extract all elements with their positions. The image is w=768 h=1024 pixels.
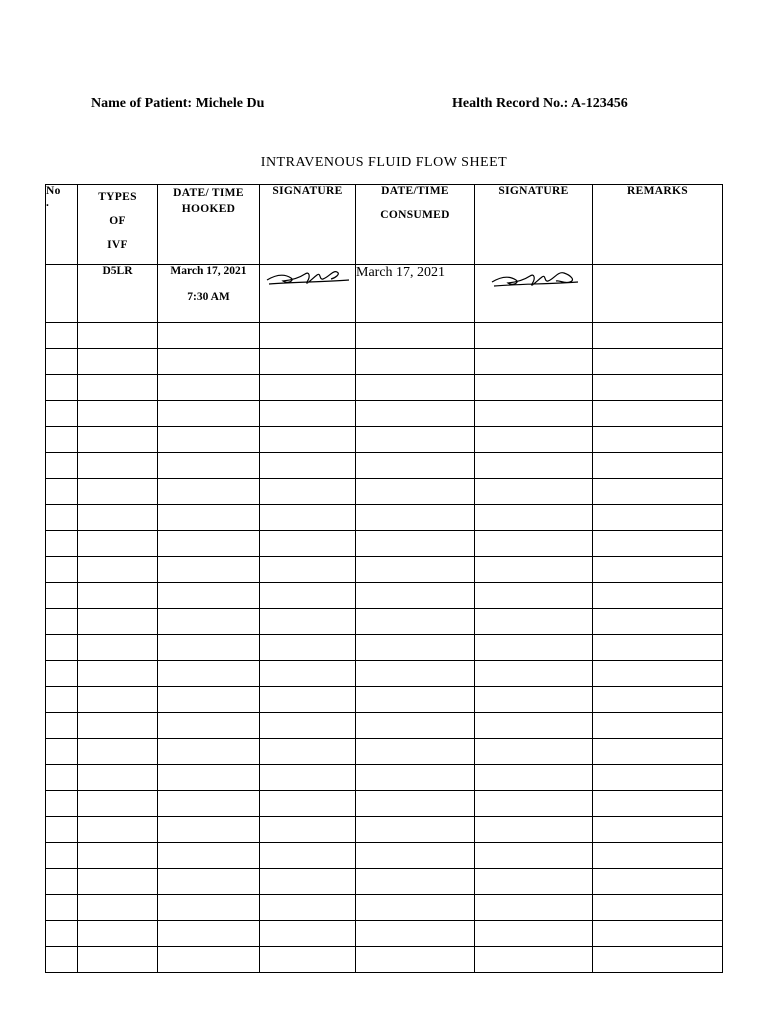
cell-hooked[interactable] [158,817,260,843]
cell-ivf-type[interactable] [78,583,158,609]
table-row [46,921,723,947]
cell-signature-2[interactable] [475,921,593,947]
cell-hooked[interactable] [158,557,260,583]
cell-consumed[interactable] [356,427,475,453]
cell-signature-2 [475,265,593,323]
cell-remarks [593,265,723,323]
cell-signature-1[interactable] [260,349,356,375]
cell-no[interactable] [46,427,78,453]
cell-ivf-type[interactable] [78,479,158,505]
cell-hooked[interactable] [158,713,260,739]
table-row [46,947,723,973]
cell-hooked[interactable] [158,323,260,349]
cell-remarks[interactable] [593,375,723,401]
cell-signature-1[interactable] [260,739,356,765]
cell-remarks[interactable] [593,323,723,349]
cell-signature-2[interactable] [475,583,593,609]
cell-remarks[interactable] [593,895,723,921]
cell-remarks[interactable] [593,401,723,427]
header-consumed-line2: CONSUMED [380,209,450,221]
cell-no[interactable] [46,401,78,427]
cell-no[interactable] [46,635,78,661]
cell-no[interactable] [46,947,78,973]
table-row [46,531,723,557]
cell-signature-1[interactable] [260,375,356,401]
cell-signature-2[interactable] [475,739,593,765]
cell-no[interactable] [46,869,78,895]
cell-consumed[interactable] [356,791,475,817]
cell-remarks[interactable] [593,687,723,713]
cell-consumed[interactable] [356,765,475,791]
cell-no[interactable] [46,921,78,947]
cell-consumed[interactable] [356,687,475,713]
cell-signature-1[interactable] [260,479,356,505]
header-date-time-consumed [356,185,475,265]
cell-consumed[interactable] [356,375,475,401]
header-types-line3: IVF [107,239,128,251]
cell-ivf-type[interactable] [78,765,158,791]
cell-hooked[interactable] [158,765,260,791]
table-row [46,765,723,791]
cell-no[interactable] [46,323,78,349]
cell-signature-2[interactable] [475,349,593,375]
cell-consumed[interactable] [356,921,475,947]
cell-no[interactable] [46,479,78,505]
header-consumed-line1: DATE/TIME [381,185,449,197]
cell-signature-2[interactable] [475,765,593,791]
header-remarks-label: REMARKS [627,185,688,197]
cell-signature-1[interactable] [260,661,356,687]
cell-no[interactable] [46,349,78,375]
cell-consumed[interactable] [356,843,475,869]
signature-image-2 [486,266,582,294]
cell-no[interactable] [46,843,78,869]
cell-ivf-type[interactable] [78,375,158,401]
cell-ivf-type[interactable] [78,635,158,661]
table-row [46,583,723,609]
cell-no[interactable] [46,375,78,401]
cell-ivf-type[interactable] [78,713,158,739]
cell-no[interactable] [46,791,78,817]
cell-signature-2[interactable] [475,947,593,973]
cell-consumed[interactable] [356,531,475,557]
cell-hooked[interactable] [158,791,260,817]
cell-consumed[interactable] [356,895,475,921]
cell-no[interactable] [46,583,78,609]
signature-image-1 [263,266,353,290]
cell-ivf-type: D5LR [78,265,158,323]
cell-consumed[interactable] [356,661,475,687]
cell-remarks[interactable] [593,505,723,531]
cell-hooked[interactable] [158,739,260,765]
cell-consumed[interactable] [356,947,475,973]
cell-no[interactable] [46,895,78,921]
cell-consumed[interactable] [356,401,475,427]
cell-consumed[interactable] [356,583,475,609]
patient-name-label: Name of Patient: [91,96,193,111]
cell-signature-2[interactable] [475,505,593,531]
cell-hooked[interactable] [158,531,260,557]
sheet-title: INTRAVENOUS FLUID FLOW SHEET [260,155,508,170]
cell-no[interactable] [46,531,78,557]
cell-ivf-type[interactable] [78,895,158,921]
cell-signature-1[interactable] [260,843,356,869]
cell-remarks[interactable] [593,921,723,947]
table-row [46,687,723,713]
cell-no[interactable] [46,739,78,765]
cell-signature-2[interactable] [475,427,593,453]
header-signature-2-label: SIGNATURE [498,185,569,197]
table-row [46,739,723,765]
cell-hooked[interactable] [158,895,260,921]
header-no-line2: . [46,197,50,209]
cell-ivf-type[interactable] [78,505,158,531]
cell-signature-2[interactable] [475,453,593,479]
cell-hooked [158,265,260,323]
cell-ivf-type[interactable] [78,557,158,583]
cell-ivf-type[interactable] [78,401,158,427]
cell-hooked[interactable] [158,583,260,609]
cell-signature-1[interactable] [260,427,356,453]
cell-signature-1[interactable] [260,557,356,583]
cell-ivf-type[interactable] [78,869,158,895]
table-row [46,453,723,479]
cell-no[interactable] [46,557,78,583]
cell-ivf-type[interactable] [78,921,158,947]
header-signature-1 [260,185,356,265]
cell-remarks[interactable] [593,947,723,973]
cell-remarks[interactable] [593,713,723,739]
cell-hooked[interactable] [158,687,260,713]
cell-ivf-type[interactable] [78,947,158,973]
cell-hooked[interactable] [158,453,260,479]
cell-remarks[interactable] [593,531,723,557]
cell-remarks[interactable] [593,453,723,479]
cell-ivf-type[interactable] [78,739,158,765]
table-row [46,895,723,921]
header-hooked-line1: DATE/ TIME [173,187,244,199]
cell-remarks[interactable] [593,635,723,661]
header-types-line1: TYPES [98,191,137,203]
cell-no[interactable] [46,661,78,687]
cell-signature-2[interactable] [475,817,593,843]
cell-remarks[interactable] [593,817,723,843]
cell-signature-1[interactable] [260,583,356,609]
cell-signature-1[interactable] [260,635,356,661]
cell-hooked[interactable] [158,479,260,505]
cell-no[interactable] [46,453,78,479]
cell-signature-1[interactable] [260,687,356,713]
header-signature-1-label: SIGNATURE [272,185,343,197]
cell-signature-1[interactable] [260,921,356,947]
cell-consumed: March 17, 2021 [356,265,475,323]
cell-signature-2[interactable] [475,661,593,687]
header-row [46,185,723,265]
cell-ivf-type[interactable] [78,687,158,713]
cell-consumed[interactable] [356,635,475,661]
cell-remarks[interactable] [593,661,723,687]
cell-remarks[interactable] [593,349,723,375]
table-row [46,635,723,661]
cell-remarks[interactable] [593,791,723,817]
cell-hooked[interactable] [158,947,260,973]
table-row [46,869,723,895]
cell-signature-2[interactable] [475,791,593,817]
cell-ivf-type[interactable] [78,427,158,453]
cell-signature-2[interactable] [475,609,593,635]
header-date-time-hooked [158,185,260,265]
cell-signature-1[interactable] [260,323,356,349]
cell-signature-1[interactable] [260,869,356,895]
cell-signature-2[interactable] [475,323,593,349]
cell-signature-1[interactable] [260,713,356,739]
cell-no[interactable] [46,765,78,791]
cell-consumed[interactable] [356,349,475,375]
cell-signature-2[interactable] [475,869,593,895]
header-hooked-line2: HOOKED [181,203,236,215]
cell-remarks[interactable] [593,869,723,895]
health-record-line [452,96,628,112]
cell-signature-1 [260,265,356,323]
cell-remarks[interactable] [593,427,723,453]
table-row [46,323,723,349]
table-row [46,713,723,739]
cell-no[interactable] [46,713,78,739]
table-row [46,479,723,505]
header-remarks [593,185,723,265]
cell-ivf-type[interactable] [78,817,158,843]
cell-no[interactable] [46,687,78,713]
header-types-line2: OF [109,215,126,227]
cell-ivf-type[interactable] [78,531,158,557]
cell-consumed[interactable] [356,557,475,583]
cell-hooked[interactable] [158,375,260,401]
cell-no[interactable] [46,817,78,843]
cell-signature-2[interactable] [475,479,593,505]
cell-no[interactable] [46,505,78,531]
cell-signature-1[interactable] [260,791,356,817]
cell-signature-1[interactable] [260,609,356,635]
header-signature-2 [475,185,593,265]
table-row [46,817,723,843]
cell-ivf-type[interactable] [78,323,158,349]
cell-remarks[interactable] [593,479,723,505]
cell-ivf-type[interactable] [78,843,158,869]
patient-name-value: Michele Du [195,96,265,111]
cell-signature-2[interactable] [475,401,593,427]
cell-hooked[interactable] [158,349,260,375]
cell-consumed[interactable] [356,479,475,505]
cell-signature-2[interactable] [475,843,593,869]
cell-remarks[interactable] [593,843,723,869]
cell-hooked[interactable] [158,635,260,661]
cell-consumed[interactable] [356,609,475,635]
table-row [46,265,723,323]
cell-remarks[interactable] [593,557,723,583]
cell-hooked[interactable] [158,427,260,453]
table-row [46,427,723,453]
cell-remarks[interactable] [593,739,723,765]
cell-signature-2[interactable] [475,895,593,921]
cell-no[interactable] [46,609,78,635]
cell-hooked[interactable] [158,869,260,895]
cell-signature-2[interactable] [475,713,593,739]
table-row [46,505,723,531]
cell-signature-1[interactable] [260,765,356,791]
hooked-date: March 17, 2021 [170,265,247,277]
cell-ivf-type[interactable] [78,791,158,817]
cell-hooked[interactable] [158,843,260,869]
header-no [46,185,78,265]
cell-signature-1[interactable] [260,401,356,427]
table-row [46,401,723,427]
cell-signature-1[interactable] [260,531,356,557]
cell-ivf-type[interactable] [78,661,158,687]
cell-consumed[interactable] [356,323,475,349]
cell-signature-2[interactable] [475,557,593,583]
cell-remarks[interactable] [593,583,723,609]
cell-hooked[interactable] [158,661,260,687]
cell-signature-2[interactable] [475,531,593,557]
table-row [46,375,723,401]
cell-hooked[interactable] [158,505,260,531]
cell-signature-2[interactable] [475,687,593,713]
table-row [46,843,723,869]
cell-ivf-type[interactable] [78,453,158,479]
cell-hooked[interactable] [158,921,260,947]
cell-consumed[interactable] [356,505,475,531]
cell-signature-1[interactable] [260,947,356,973]
iv-flow-table [45,184,723,973]
patient-name-line [91,96,264,112]
health-record-label: Health Record No.: [452,96,569,111]
cell-consumed[interactable] [356,739,475,765]
cell-consumed[interactable] [356,869,475,895]
cell-consumed[interactable] [356,713,475,739]
cell-signature-1[interactable] [260,453,356,479]
health-record-value: A-123456 [571,96,628,111]
header-no-line1: No [46,185,61,197]
hooked-time: 7:30 AM [187,291,230,303]
header-types-of-ivf [78,185,158,265]
cell-ivf-type[interactable] [78,609,158,635]
cell-signature-1[interactable] [260,505,356,531]
cell-hooked[interactable] [158,609,260,635]
cell-consumed[interactable] [356,817,475,843]
cell-ivf-type[interactable] [78,349,158,375]
cell-no [46,265,78,323]
table-row [46,661,723,687]
cell-signature-1[interactable] [260,817,356,843]
table-row [46,557,723,583]
cell-remarks[interactable] [593,609,723,635]
cell-signature-2[interactable] [475,635,593,661]
cell-signature-2[interactable] [475,375,593,401]
cell-consumed[interactable] [356,453,475,479]
cell-hooked[interactable] [158,401,260,427]
table-row [46,349,723,375]
table-row [46,609,723,635]
table-row [46,791,723,817]
cell-signature-1[interactable] [260,895,356,921]
cell-remarks[interactable] [593,765,723,791]
